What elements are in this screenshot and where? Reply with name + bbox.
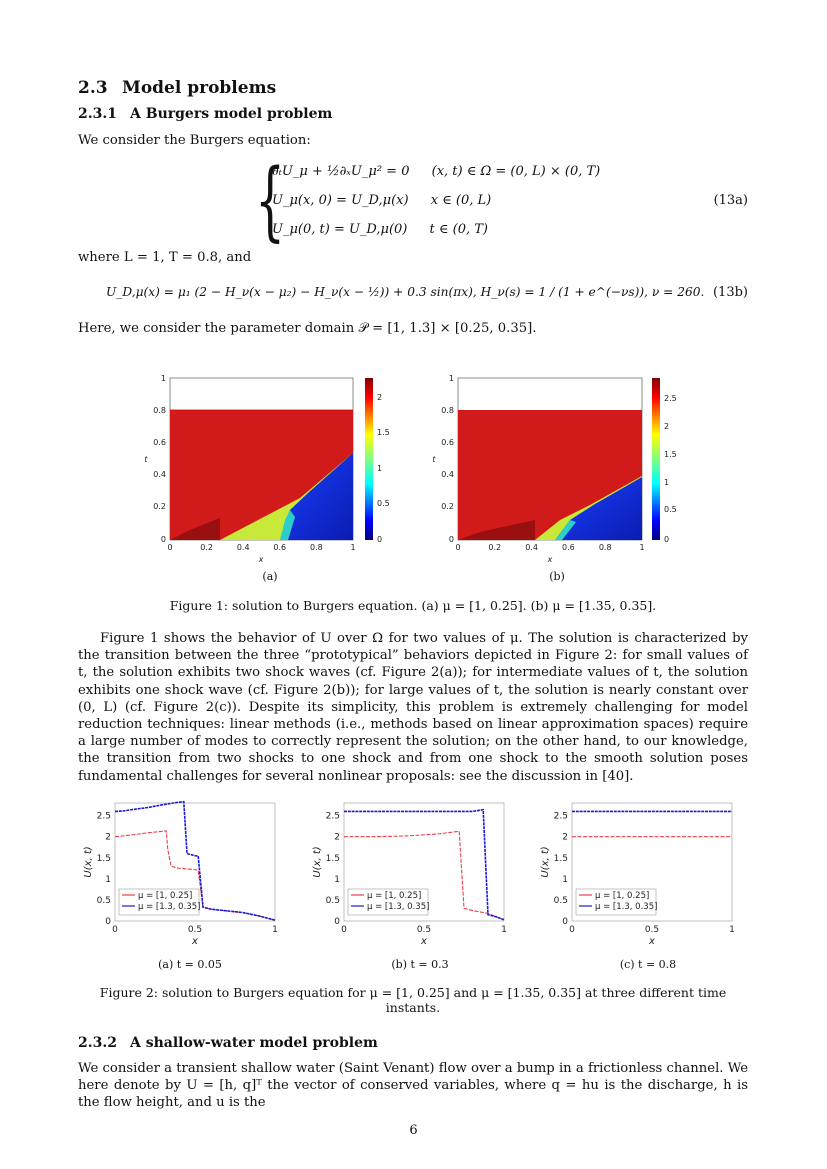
heatmap-a-ytick: 0.8	[153, 406, 166, 415]
svg-text:1: 1	[448, 374, 454, 383]
system-line-3-lhs: U_μ(0, t) = U_D,μ(0)	[272, 222, 408, 237]
svg-text:t: t	[432, 455, 436, 464]
figure-1-caption: Figure 1: solution to Burgers equation. (a) μ = [1, 0.25]. (b) μ = [1.35, 0.35].	[169, 598, 657, 613]
svg-text:0: 0	[377, 535, 383, 544]
legend-label: μ = [1, 0.25]	[595, 891, 650, 901]
x-tick-label: 1	[729, 925, 735, 935]
legend-label: μ = [1.3, 0.35]	[138, 902, 201, 912]
svg-text:2.5: 2.5	[664, 394, 677, 403]
y-axis-label: U(x, t)	[312, 846, 323, 878]
y-tick-label: 2	[105, 832, 111, 843]
line-chart-panel-3	[540, 803, 735, 947]
legend-label: μ = [1.3, 0.35]	[595, 902, 658, 912]
system-line-3	[272, 222, 488, 237]
y-tick-label: 1.5	[96, 853, 111, 864]
page-number: 6	[409, 1123, 418, 1138]
y-tick-label: 0	[334, 917, 340, 927]
equation-number-13a: (13a)	[713, 193, 748, 208]
heatmap-a-colorbar-ticks	[377, 393, 390, 544]
svg-text:1: 1	[664, 478, 670, 487]
svg-text:x: x	[547, 555, 553, 564]
section-title: Model problems	[122, 78, 277, 98]
heatmap-b-colorbar	[652, 378, 660, 540]
heatmap-a-xtick: 0.4	[236, 543, 250, 552]
x-tick-label: 1	[272, 925, 278, 935]
heatmap-a-colorbar	[365, 378, 373, 540]
svg-text:1.5: 1.5	[377, 428, 390, 437]
boundary-condition-equation: U_D,μ(x) = μ₁ (2 − H_ν(x − μ₂) − H_ν(x − ½)) + 0.3 sin(πx), H_ν(s) = 1 / (1 + e^(−νs)), ν = 260.	[106, 285, 705, 299]
svg-text:0.4: 0.4	[441, 470, 454, 479]
y-tick-label: 1.5	[325, 853, 340, 864]
legend-label: μ = [1.3, 0.35]	[367, 902, 430, 912]
svg-text:0.2: 0.2	[488, 543, 502, 552]
x-axis-label: x	[192, 936, 198, 947]
x-axis-label: x	[421, 936, 427, 947]
legend-label: μ = [1, 0.25]	[138, 891, 193, 901]
svg-text:0.6: 0.6	[441, 438, 454, 447]
y-tick-label: 0.5	[96, 895, 111, 906]
svg-text:0.8: 0.8	[598, 543, 612, 552]
x-tick-label: 1	[501, 925, 507, 935]
y-tick-label: 2	[562, 832, 568, 843]
system-line-2-domain: x ∈ (0, L)	[430, 193, 492, 208]
figure-2-subcaption-c: (c) t = 0.8	[619, 958, 677, 971]
section-number: 2.3	[78, 78, 108, 98]
system-line-2-lhs: U_μ(x, 0) = U_D,μ(x)	[272, 193, 409, 208]
svg-text:1: 1	[639, 543, 645, 552]
subsection-title: A Burgers model problem	[130, 106, 333, 122]
heatmap-a-xtick: 0.2	[200, 543, 213, 552]
subsection-heading-shallow-water	[78, 1035, 378, 1051]
system-line-1-domain: (x, t) ∈ Ω = (0, L) × (0, T)	[431, 164, 601, 179]
body-paragraph: Figure 1 shows the behavior of U over Ω for two values of μ. The solution is characterized by the transition between the three “prototypical” behaviors depicted in Figure 2: for small values of t, the solution exhibits two shock waves (cf. Figure 2(a)); for intermediate values of t, the solution exhibits one shock wave (cf. Figure 2(b)); for large values of t, the solution is nearly constant over (0, L) (cf. Figure 2(c)). Despite its simplicity, this problem is extremely challenging for model reduction techniques: linear methods (i.e., methods based on linear approximation spaces) require a large number of modes to correctly represent the solution; on the other hand, to our knowledge, the transition from two shocks to one shock and from one shock to the smooth solution poses fundamental challenges for several nonlinear proposals: see the discussion in [40].	[78, 631, 748, 784]
heatmap-a-xtick: 1	[350, 543, 356, 552]
svg-text:0.6: 0.6	[562, 543, 575, 552]
heatmap-a-ylabel: t	[144, 455, 148, 464]
figure-2-subcaption-b: (b) t = 0.3	[391, 958, 449, 971]
y-tick-label: 2.5	[553, 811, 568, 822]
y-tick-label: 1	[562, 874, 568, 885]
line-chart-panel-1	[83, 802, 278, 947]
subsection-title: A shallow-water model problem	[130, 1035, 378, 1051]
x-tick-label: 0	[112, 925, 118, 935]
svg-text:2: 2	[377, 393, 383, 402]
figure-1-plots	[130, 370, 690, 570]
x-tick-label: 0	[341, 925, 347, 935]
figure-1-subcaption-b: (b)	[549, 570, 565, 583]
svg-text:2: 2	[664, 422, 670, 431]
svg-text:1: 1	[377, 464, 383, 473]
svg-text:1.5: 1.5	[664, 450, 677, 459]
x-tick-label: 0.5	[187, 925, 203, 935]
system-line-1-lhs: ∂ₜU_μ + ½∂ₓU_μ² = 0	[272, 164, 410, 179]
where-text: where L = 1, T = 0.8, and	[78, 250, 252, 265]
heatmap-a-ytick: 0.2	[153, 502, 166, 511]
x-axis-label: x	[649, 936, 655, 947]
subsection-number: 2.3.1	[78, 106, 117, 122]
intro-text: We consider the Burgers equation:	[78, 133, 311, 148]
heatmap-a-xtick: 0	[167, 543, 173, 552]
equation-number-13b: (13b)	[712, 285, 748, 300]
system-line-1	[272, 164, 600, 179]
figure-2-subcaption-a: (a) t = 0.05	[158, 958, 222, 971]
heatmap-a-ytick: 0	[160, 535, 166, 544]
y-tick-label: 0	[105, 917, 111, 927]
heatmap-a-ytick: 0.4	[153, 470, 166, 479]
y-tick-label: 2.5	[96, 811, 111, 822]
legend-label: μ = [1, 0.25]	[367, 891, 422, 901]
svg-text:0: 0	[455, 543, 461, 552]
svg-text:0.8: 0.8	[441, 406, 454, 415]
y-tick-label: 2.5	[325, 811, 340, 822]
svg-text:0.4: 0.4	[525, 543, 538, 552]
x-tick-label: 0	[569, 925, 575, 935]
line-chart-panel-2	[312, 803, 507, 947]
svg-text:0.5: 0.5	[664, 505, 677, 514]
svg-text:0.5: 0.5	[377, 499, 390, 508]
figure-1-subcaption-a: (a)	[262, 570, 278, 583]
y-tick-label: 1	[105, 874, 111, 885]
system-line-3-domain: t ∈ (0, T)	[429, 222, 488, 237]
y-axis-label: U(x, t)	[540, 846, 551, 878]
y-tick-label: 0.5	[325, 895, 340, 906]
y-tick-label: 1.5	[553, 853, 568, 864]
heatmap-a-xtick: 0.6	[273, 543, 287, 552]
heatmap-a-xtick: 0.8	[310, 543, 323, 552]
y-axis-label: U(x, t)	[83, 846, 94, 878]
x-tick-label: 0.5	[644, 925, 660, 935]
section-heading	[78, 78, 276, 98]
subsection-heading-burgers	[78, 106, 332, 122]
parameter-domain-text: Here, we consider the parameter domain 𝒫 = [1, 1.3] × [0.25, 0.35].	[78, 321, 537, 336]
system-line-2	[272, 193, 491, 208]
heatmap-a-ytick: 0.6	[153, 438, 166, 447]
figure-2-caption: Figure 2: solution to Burgers equation for μ = [1, 0.25] and μ = [1.35, 0.35] at three different time instants.	[99, 985, 727, 1015]
closing-paragraph: We consider a transient shallow water (Saint Venant) flow over a bump in a frictionless channel. We here denote by U = [h, q]ᵀ the vector of conserved variables, where q = hu is the discharge, h is the flow height, and u is the	[78, 1061, 748, 1111]
system-brace: {	[255, 151, 286, 251]
heatmap-a-ytick: 1	[160, 374, 166, 383]
x-tick-label: 0.5	[416, 925, 432, 935]
heatmap-b	[432, 374, 676, 564]
subsection-number: 2.3.2	[78, 1035, 117, 1051]
svg-text:0: 0	[448, 535, 454, 544]
y-tick-label: 1	[334, 874, 340, 885]
svg-text:0.2: 0.2	[441, 502, 454, 511]
heatmap-a-xlabel: x	[258, 555, 264, 564]
y-tick-label: 2	[334, 832, 340, 843]
heatmap-b-colorbar-ticks	[664, 394, 677, 544]
svg-text:0: 0	[664, 535, 670, 544]
heatmap-a	[144, 374, 389, 564]
figure-2-plots	[80, 795, 750, 955]
y-tick-label: 0.5	[553, 895, 568, 906]
y-tick-label: 0	[562, 917, 568, 927]
